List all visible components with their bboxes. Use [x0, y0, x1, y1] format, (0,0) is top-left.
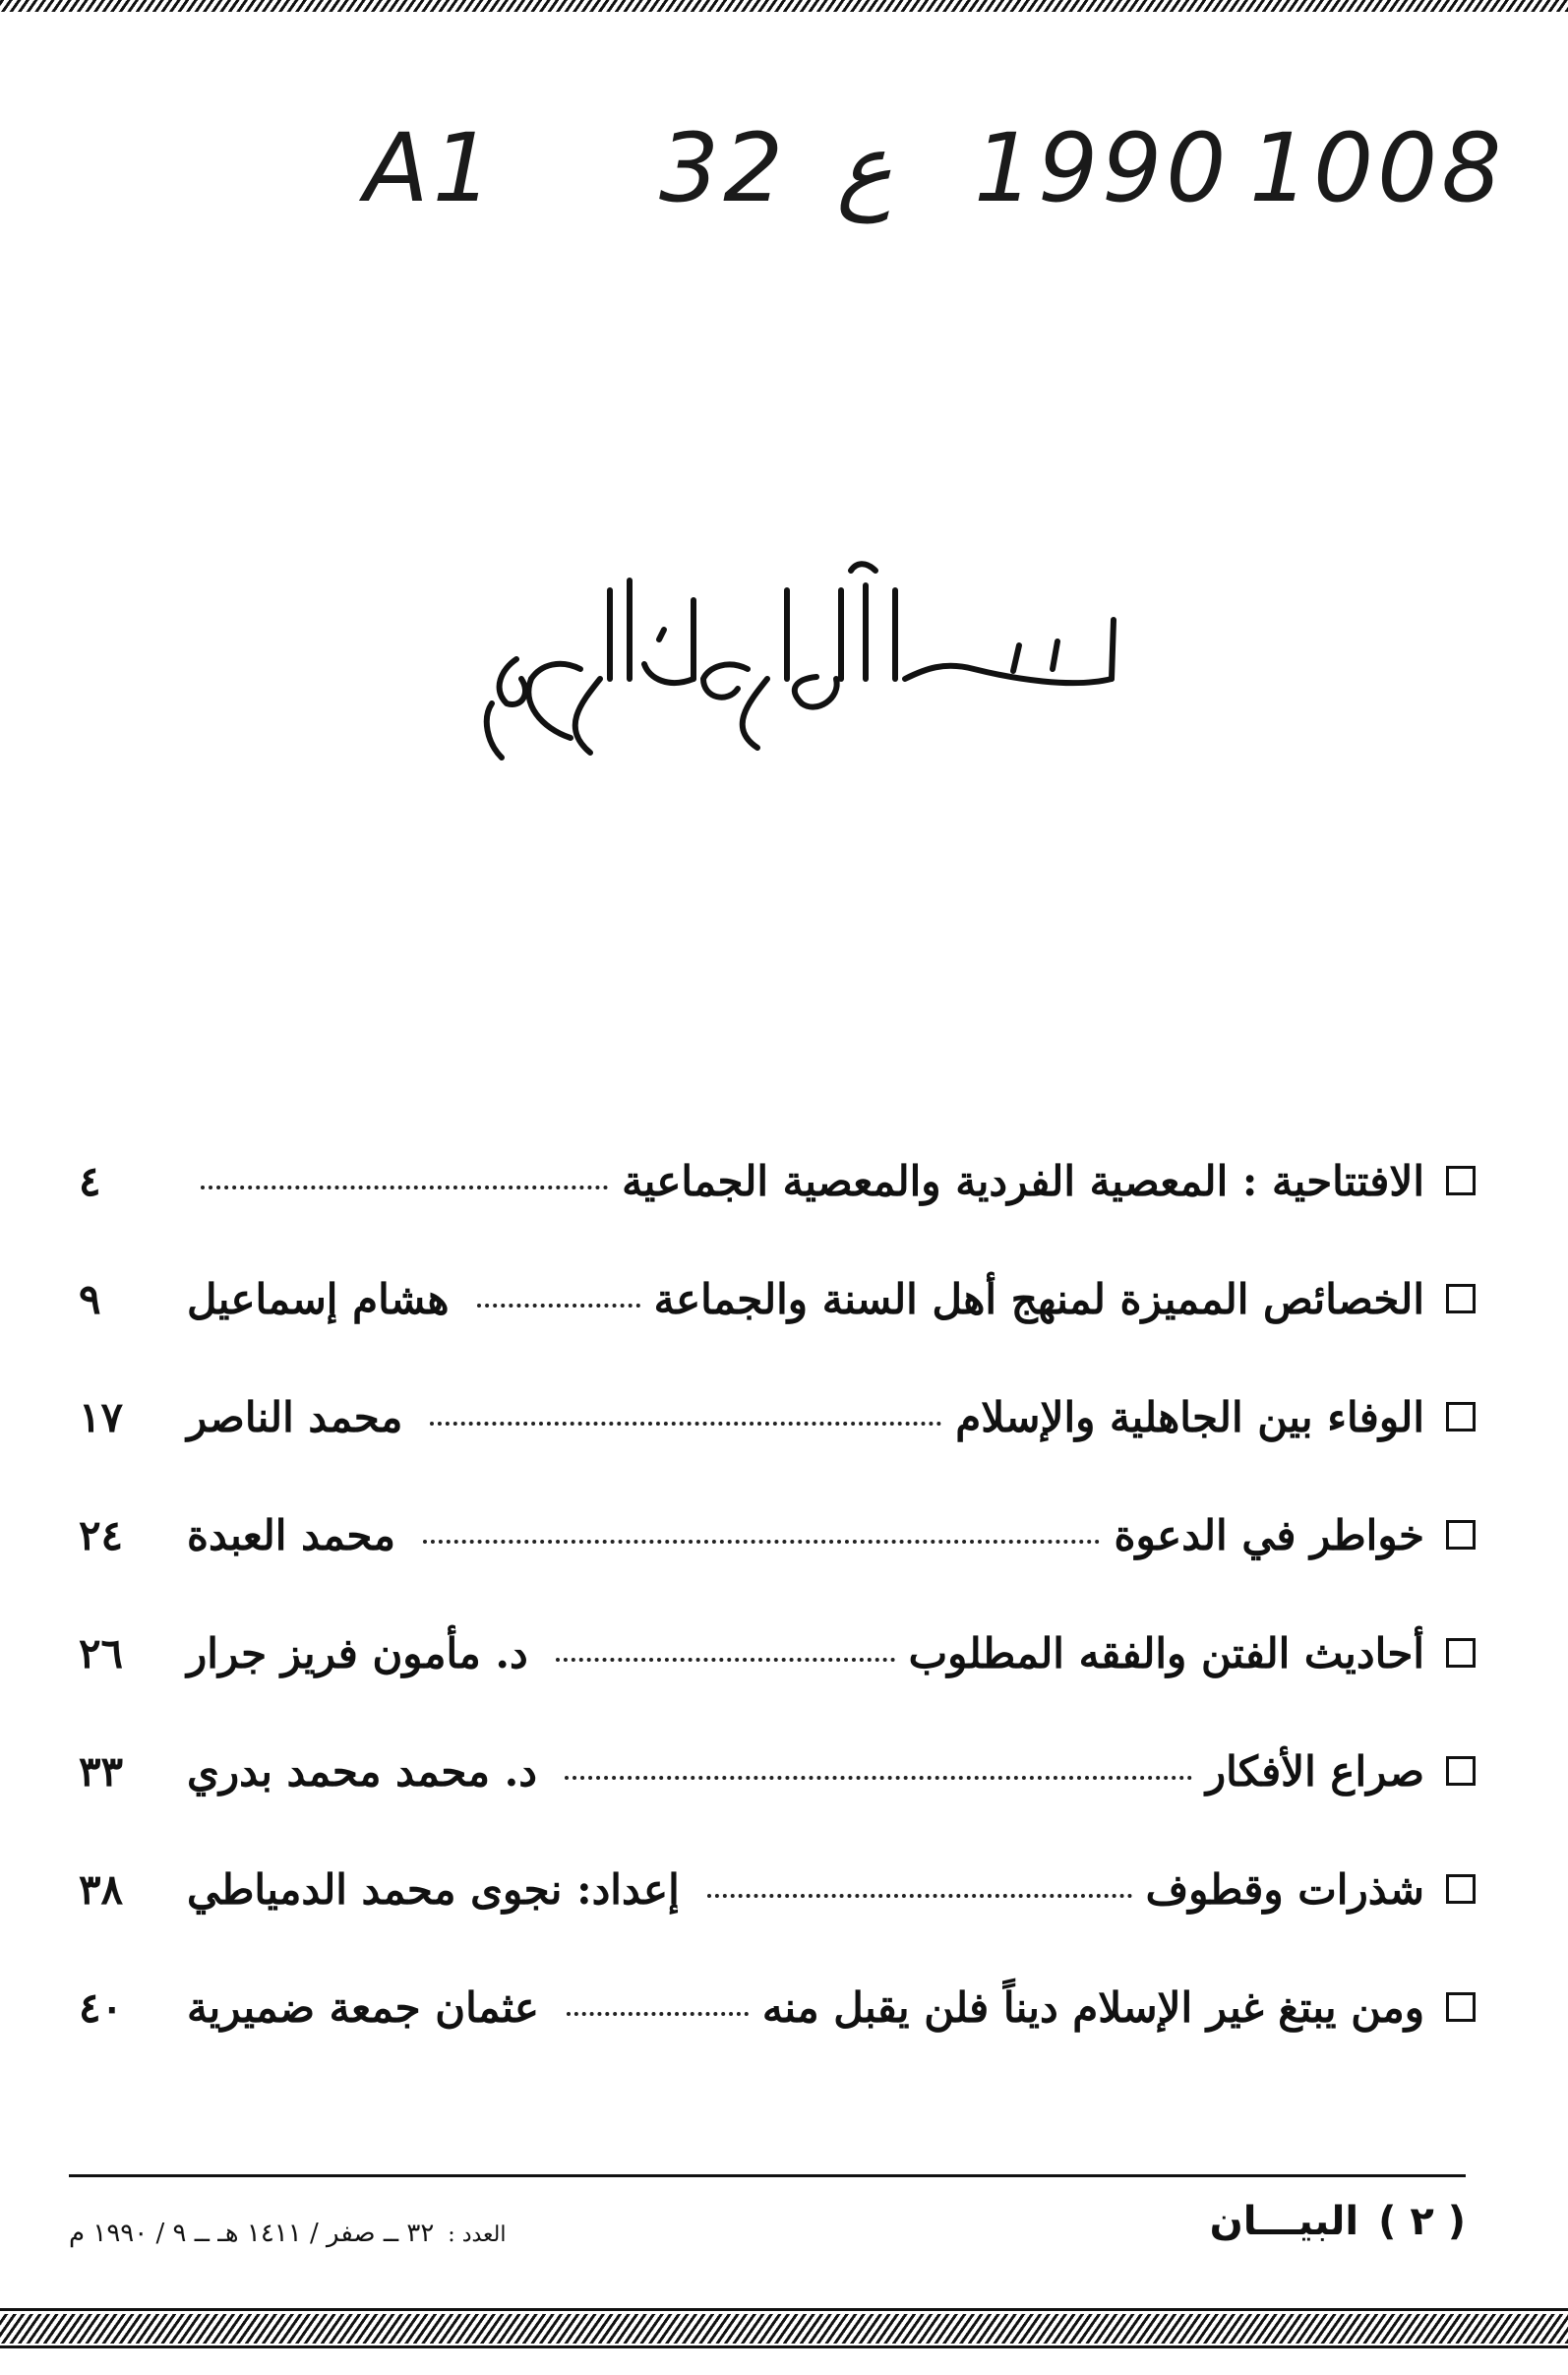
toc-title: أحاديث الفتن والفقه المطلوب [908, 1628, 1424, 1677]
toc-row [69, 1240, 1476, 1358]
toc-leader-dots [565, 1776, 1192, 1780]
issue-details: ٣٢ ــ صفر / ١٤١١ هـ ــ ٩ / ١٩٩٠ م [69, 2219, 435, 2248]
toc-author: محمد العبدة [187, 1510, 396, 1559]
toc-leader-dots [707, 1894, 1132, 1898]
toc-author: هشام إسماعيل [187, 1274, 450, 1323]
toc-leader-dots [423, 1540, 1100, 1544]
toc-author: د. مأمون فريز جرار [187, 1628, 528, 1677]
checkbox-bullet [1446, 1992, 1476, 2022]
bottom-border-rule [0, 2345, 1568, 2348]
toc-leader-dots [556, 1658, 895, 1662]
toc-row [69, 1830, 1476, 1948]
toc-page-number: ١٧ [79, 1392, 124, 1441]
toc-page-number: ٩ [79, 1274, 101, 1323]
toc-leader-dots [430, 1422, 941, 1426]
toc-title: الافتتاحية : المعصية الفردية والمعصية الجماعية [622, 1156, 1424, 1205]
toc-row [69, 1476, 1476, 1594]
toc-leader-dots [567, 2012, 749, 2016]
toc-page-number: ٢٤ [79, 1510, 124, 1559]
handwritten-catalog-note [364, 113, 1506, 231]
table-of-contents [69, 1122, 1476, 2066]
toc-title: الوفاء بين الجاهلية والإسلام [955, 1392, 1424, 1441]
toc-title: شذرات وقطوف [1145, 1864, 1424, 1914]
issue-label: العدد : [448, 2223, 507, 2247]
top-border [0, 0, 1568, 12]
toc-page-number: ٤ [79, 1156, 101, 1205]
toc-author: محمد الناصر [187, 1392, 403, 1441]
toc-page-number: ٣٨ [79, 1864, 124, 1914]
toc-page-number: ٢٦ [79, 1628, 124, 1677]
toc-page-number: ٤٠ [79, 1982, 124, 2032]
toc-leader-dots [477, 1304, 640, 1308]
checkbox-bullet [1446, 1284, 1476, 1313]
checkbox-bullet [1446, 1402, 1476, 1431]
toc-row [69, 1948, 1476, 2066]
page-footer [69, 2199, 1466, 2278]
handwritten-part-1: A1 [364, 113, 497, 223]
footer-page-number: ( ٢ ) [1378, 2199, 1466, 2244]
toc-row [69, 1712, 1476, 1830]
checkbox-bullet [1446, 1520, 1476, 1550]
toc-row [69, 1594, 1476, 1712]
bottom-border [0, 2314, 1568, 2344]
footer-rule [69, 2174, 1466, 2177]
bottom-border-rule [0, 2308, 1568, 2311]
toc-leader-dots [201, 1186, 608, 1189]
checkbox-bullet [1446, 1874, 1476, 1904]
toc-page-number: ٣٣ [79, 1746, 124, 1796]
toc-title: خواطر في الدعوة [1114, 1510, 1424, 1559]
handwritten-part-5: 1008 [1249, 113, 1506, 223]
toc-title: الخصائص المميزة لمنهج أهل السنة والجماعة [653, 1274, 1424, 1323]
toc-author: د. محمد محمد بدري [187, 1746, 537, 1796]
toc-title: ومن يبتغ غير الإسلام ديناً فلن يقبل منه [761, 1982, 1424, 2032]
toc-title: صراع الأفكار [1205, 1746, 1424, 1796]
handwritten-part-3: ع [836, 113, 893, 223]
basmala-calligraphy [462, 531, 1131, 767]
toc-author: إعداد: نجوى محمد الدمياطي [187, 1864, 680, 1914]
toc-row [69, 1358, 1476, 1476]
checkbox-bullet [1446, 1166, 1476, 1195]
toc-author: عثمان جمعة ضميرية [187, 1982, 539, 2032]
issue-info [69, 2219, 506, 2248]
checkbox-bullet [1446, 1638, 1476, 1668]
checkbox-bullet [1446, 1756, 1476, 1786]
handwritten-part-2: 32 [659, 113, 788, 223]
handwritten-part-4: 1990 [974, 113, 1231, 223]
magazine-name: البيـــان [1209, 2199, 1359, 2244]
toc-row [69, 1122, 1476, 1240]
magazine-header [1210, 2199, 1466, 2244]
